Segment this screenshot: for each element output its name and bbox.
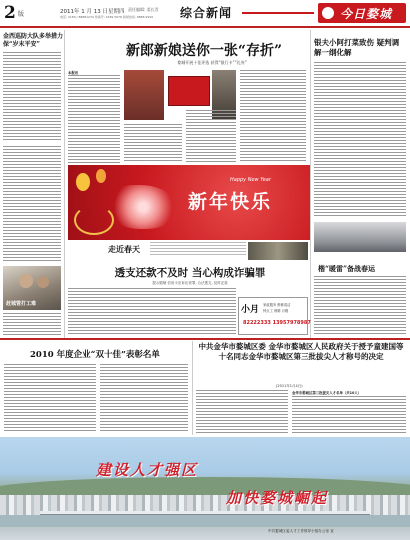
flower-cluster-icon <box>108 185 178 229</box>
top10-list-col1 <box>4 364 96 432</box>
decision-date: (2011年1月4日) <box>276 384 303 388</box>
editor-line: 责任编辑: 姜长青 <box>128 7 159 12</box>
lead-body-col4 <box>240 70 306 163</box>
ad-phone: 82222333 13957978987 <box>243 320 311 326</box>
banner-side-photo <box>248 242 308 260</box>
decision-body <box>196 390 288 434</box>
right-mid-body <box>314 276 406 334</box>
person-figure-icon <box>19 274 33 288</box>
lead-photo-left <box>124 70 164 120</box>
issue-date: 2011年 1 月 13 日 <box>60 9 108 15</box>
river <box>0 515 410 527</box>
col1-body-text-3 <box>3 313 61 335</box>
lead-headline: 新郎新娘送你一张“存折” <box>125 43 283 59</box>
masthead-logo <box>318 3 406 23</box>
new-year-calligraphy: 新年快乐 <box>188 191 273 213</box>
lantern-icon <box>76 173 90 191</box>
person-figure-icon-2 <box>37 276 49 288</box>
header-rule <box>242 12 314 14</box>
col1-photo-caption: 赶城管打工难 <box>6 301 37 307</box>
col1-headline: 金西巡防大队多举措力保“岁末平安” <box>3 33 64 48</box>
lead-subhead: 婺城开展十佳评选 获得“银行卡”“礼券” <box>177 60 247 65</box>
new-year-banner <box>68 165 310 240</box>
lead-photo-certificate <box>168 76 210 106</box>
ad-line-1: 家政服务 维修清洁 <box>263 303 291 307</box>
top10-headline: 2010 年度企业“双十佳”表彰名单 <box>30 350 160 360</box>
banner-caption-text <box>150 242 246 256</box>
slogan-right: 加快婺城崛起 <box>226 489 329 507</box>
fraud-subhead: 提示婚姻 信用卡应诉讼者罪, 合法透支, 及时还款 <box>152 281 228 285</box>
top10-list-col2 <box>100 364 188 432</box>
decision-list-title: 金华市婺城区第三批拔尖人才名单（共10人） <box>292 391 362 395</box>
col-divider <box>64 30 65 338</box>
right-top-headline: 银夫小阿打菜致伤 疑判调解一纲化解 <box>314 38 400 57</box>
section-title: 综合新闻 <box>180 6 233 20</box>
bridge <box>40 511 370 515</box>
page-number: 2 <box>4 3 16 23</box>
right-divider <box>310 30 311 338</box>
lead-body-col2 <box>124 124 182 163</box>
banner-caption: 走近春天 <box>108 244 140 254</box>
header-divider <box>0 26 410 28</box>
decision-list <box>292 396 406 434</box>
right-mid-headline: 楷“暖雷”备战春运 <box>318 264 376 273</box>
page-header <box>0 0 410 28</box>
ad-line-2: 钟点工 保姆 月嫂 <box>263 309 289 313</box>
col1-body-text-2 <box>3 146 61 262</box>
fraud-headline: 透支还款不及时 当心构成诈骗罪 <box>114 267 266 279</box>
fraud-body <box>68 288 236 336</box>
lantern-icon-2 <box>96 169 106 183</box>
masthead-emblem-icon <box>322 7 334 19</box>
right-photo <box>314 222 406 252</box>
weekday: 星期四 <box>108 9 125 15</box>
mid-divider <box>0 338 410 340</box>
decision-divider <box>192 341 193 435</box>
col1-body-text <box>3 52 61 142</box>
masthead-title: 今日婺城 <box>340 7 393 21</box>
slogan-left: 建设人才强区 <box>96 461 199 479</box>
bottom-banner <box>0 437 410 540</box>
lead-body-col3 <box>186 110 236 163</box>
phone-line: 电话: 2189 / 88881234 传真号: 2189 5678 新闻热线: 8888 9999 <box>60 15 154 19</box>
service-ad <box>238 297 311 335</box>
ad-name: 小月 <box>241 305 260 315</box>
right-top-body <box>314 62 406 218</box>
footer-note: 中共婺城区委人才工作领导小组办公室 宣 <box>268 529 334 533</box>
lead-body-col1 <box>68 75 120 163</box>
lead-intro-label: 本报讯 <box>68 71 79 75</box>
page-unit: 版 <box>18 11 25 18</box>
gold-swirl-icon <box>74 205 114 235</box>
decision-headline: 中共金华市婺城区委 金华市婺城区人民政府关于授予童建国等十名同志金华市婺城区第三批拔尖人才称号的决定 <box>198 342 404 361</box>
new-year-english: Happy New Year <box>230 177 271 183</box>
